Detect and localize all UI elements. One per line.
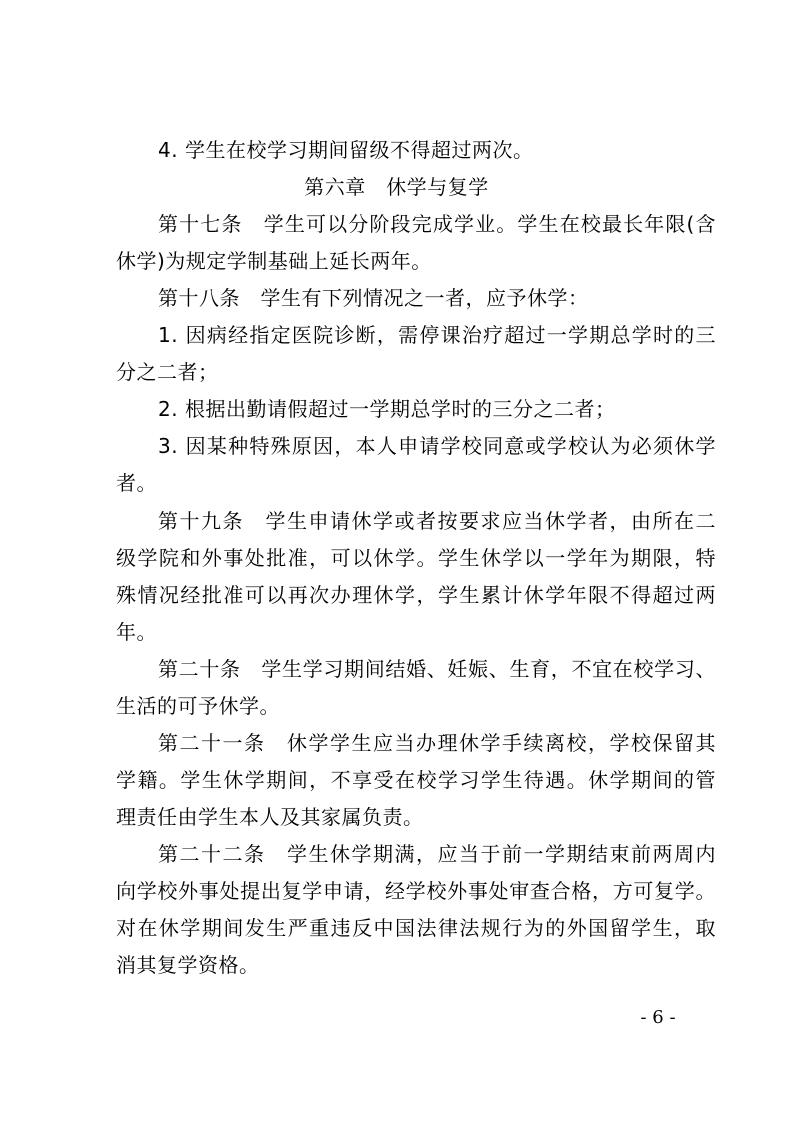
article-18-item-1-line-1: 1. 因病经指定医院诊断，需停课治疗超过一学期总学时的三 xyxy=(158,323,716,347)
article-17-line-1: 第十七条 学生可以分阶段完成学业。学生在校最长年限(含 xyxy=(158,212,716,236)
article-18-line-1: 第十八条 学生有下列情况之一者，应予休学： xyxy=(158,286,589,310)
article-22-line-2: 向学校外事处提出复学申请，经学校外事处审查合格，方可复学。 xyxy=(116,879,716,903)
page-number: - 6 - xyxy=(640,1007,676,1028)
article-22-line-1: 第二十二条 学生休学期满，应当于前一学期结束前两周内 xyxy=(158,842,716,866)
article-20-line-2: 生活的可予休学。 xyxy=(116,694,280,718)
article-22-line-4: 消其复学资格。 xyxy=(116,953,260,977)
article-21-line-2: 学籍。学生休学期间，不享受在校学习学生待遇。休学期间的管 xyxy=(116,768,716,792)
article-22-line-3: 对在休学期间发生严重违反中国法律法规行为的外国留学生，取 xyxy=(116,916,716,940)
article-21-line-1: 第二十一条 休学学生应当办理休学手续离校，学校保留其 xyxy=(158,731,716,755)
article-19-line-4: 年。 xyxy=(116,620,157,644)
article-18-item-2: 2. 根据出勤请假超过一学期总学时的三分之二者； xyxy=(158,397,616,421)
clause-4-line: 4. 学生在校学习期间留级不得超过两次。 xyxy=(158,138,534,162)
article-18-item-1-line-2: 分之二者； xyxy=(116,360,219,384)
article-19-line-1: 第十九条 学生申请休学或者按要求应当休学者，由所在二 xyxy=(158,509,716,533)
article-19-line-3: 殊情况经批准可以再次办理休学，学生累计休学年限不得超过两 xyxy=(116,583,716,607)
article-18-item-3-line-2: 者。 xyxy=(116,471,157,495)
article-20-line-1: 第二十条 学生学习期间结婚、妊娠、生育，不宜在校学习、 xyxy=(158,657,716,681)
article-19-line-2: 级学院和外事处批准，可以休学。学生休学以一学年为期限，特 xyxy=(116,546,716,570)
article-17-line-2: 休学)为规定学制基础上延长两年。 xyxy=(116,249,432,273)
article-18-item-3-line-1: 3. 因某种特殊原因，本人申请学校同意或学校认为必须休学 xyxy=(158,434,716,458)
chapter-6-heading: 第六章 休学与复学 xyxy=(304,175,489,199)
article-21-line-3: 理责任由学生本人及其家属负责。 xyxy=(116,805,424,829)
